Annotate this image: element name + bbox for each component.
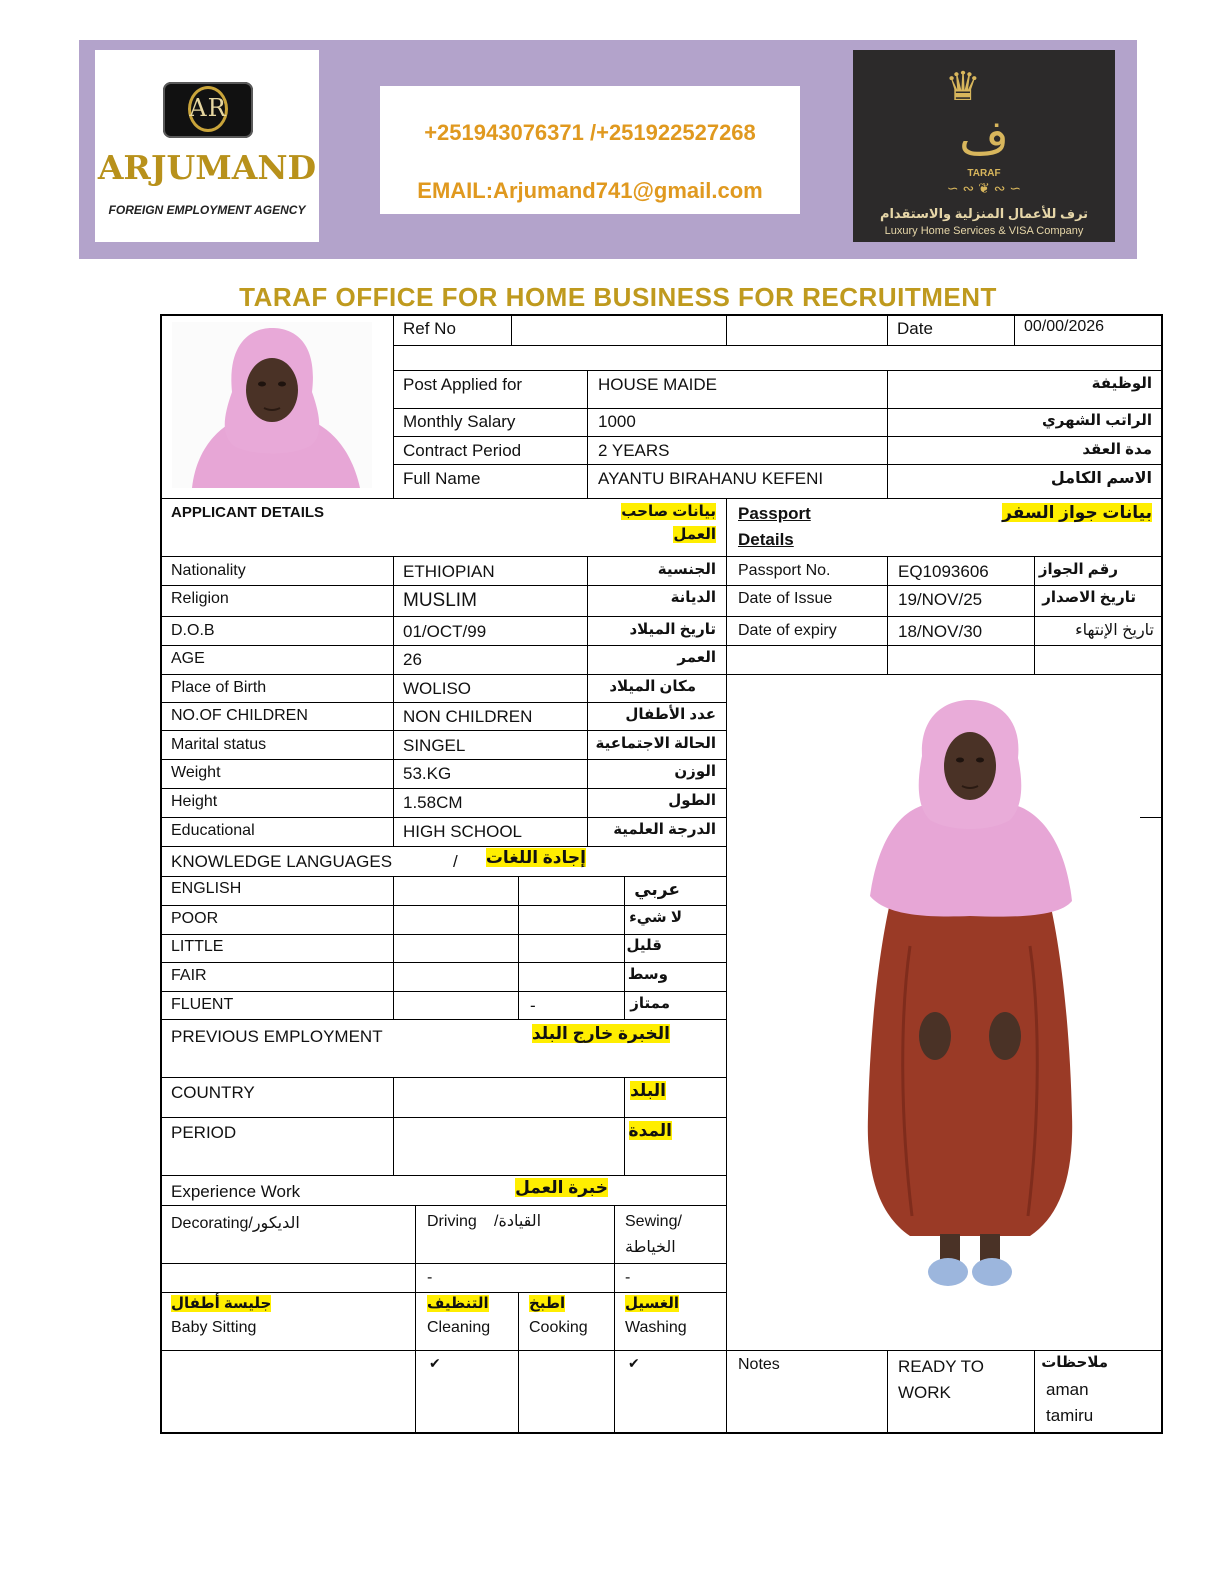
monogram-text: AR bbox=[189, 94, 227, 122]
driving-label: Driving bbox=[427, 1213, 477, 1230]
passport-no-value: EQ1093606 bbox=[898, 562, 989, 581]
expiry-date-label: Date of expiry bbox=[738, 622, 837, 639]
notes-value-1: READY TO bbox=[898, 1357, 984, 1376]
table-row-value: 1.58CM bbox=[403, 793, 463, 812]
table-row-ar: الديانة bbox=[670, 589, 716, 606]
country-label: COUNTRY bbox=[171, 1083, 255, 1102]
table-row-ar: الوزن bbox=[674, 763, 716, 780]
languages-heading: KNOWLEDGE LANGUAGES bbox=[171, 852, 393, 871]
expiry-date-ar: تاريخ الإنتهاء bbox=[1075, 622, 1154, 639]
employment-heading-ar: الخبرة خارج البلد bbox=[531, 1024, 670, 1043]
table-row-label: AGE bbox=[171, 650, 205, 667]
list-item: POOR bbox=[171, 910, 219, 927]
list-item-ar: قليل bbox=[626, 937, 662, 954]
agency-subtitle: FOREIGN EMPLOYMENT AGENCY bbox=[108, 203, 306, 217]
period-label: PERIOD bbox=[171, 1123, 237, 1142]
arjumand-logo bbox=[95, 50, 319, 242]
name-value: AYANTU BIRAHANU KEFENI bbox=[598, 469, 824, 488]
sewing-ar: الخياطة bbox=[625, 1239, 676, 1256]
issue-date-value: 19/NOV/25 bbox=[898, 590, 983, 609]
list-item: ENGLISH bbox=[171, 880, 242, 897]
table-row-value: ETHIOPIAN bbox=[403, 562, 495, 581]
ar-monogram-icon bbox=[163, 82, 253, 138]
skill-label: Cooking bbox=[529, 1319, 588, 1336]
table-row-value: 01/OCT/99 bbox=[403, 622, 487, 641]
applicant-heading-ar2: العمل bbox=[673, 526, 716, 543]
table-row-label: Religion bbox=[171, 590, 229, 607]
issue-date-label: Date of Issue bbox=[738, 590, 833, 607]
table-row-ar: عدد الأطفال bbox=[625, 706, 716, 723]
list-item: FAIR bbox=[171, 967, 207, 984]
signature-2: tamiru bbox=[1046, 1406, 1094, 1425]
table-row-ar: تاريخ الميلاد bbox=[629, 621, 716, 638]
partner-word: TARAF bbox=[967, 168, 1001, 179]
country-ar: البلد bbox=[630, 1081, 666, 1100]
date-value: 00/00/2026 bbox=[1024, 318, 1105, 335]
period-ar: المدة bbox=[628, 1121, 672, 1140]
table-row-value: HIGH SCHOOL bbox=[403, 822, 523, 841]
name-ar: الاسم الكامل bbox=[1050, 470, 1152, 487]
driving-ar: /القيادة bbox=[494, 1213, 542, 1230]
table-row-value: NON CHILDREN bbox=[403, 707, 533, 726]
signature-1: aman bbox=[1046, 1380, 1089, 1399]
table-row-ar: الجنسية bbox=[657, 561, 716, 578]
table-row-label: D.O.B bbox=[171, 622, 215, 639]
salary-label: Monthly Salary bbox=[403, 412, 516, 431]
table-row-label: Place of Birth bbox=[171, 679, 267, 696]
passport-heading-ar: بيانات جواز السفر bbox=[1002, 503, 1152, 522]
languages-slash: / bbox=[453, 852, 458, 871]
table-row-label: Educational bbox=[171, 822, 255, 839]
languages-heading-ar: إجادة اللغات bbox=[485, 848, 586, 867]
table-row-label: Marital status bbox=[171, 736, 267, 753]
skill-ar: اطبخ bbox=[529, 1295, 566, 1312]
washing-check-icon: ✔ bbox=[628, 1355, 640, 1371]
post-label: Post Applied for bbox=[403, 375, 523, 394]
date-label: Date bbox=[897, 319, 933, 338]
passport-no-label: Passport No. bbox=[738, 562, 831, 579]
experience-heading-ar: خبرة العمل bbox=[515, 1178, 608, 1197]
salary-ar: الراتب الشهري bbox=[1042, 412, 1152, 429]
table-row-value: 53.KG bbox=[403, 764, 452, 783]
table-row-ar: الطول bbox=[668, 792, 716, 809]
partner-english: Luxury Home Services & VISA Company bbox=[884, 225, 1084, 237]
table-row-ar: الدرجة العلمية bbox=[613, 821, 716, 838]
ref-no-label: Ref No bbox=[403, 319, 456, 338]
list-item-ar: ممتاز bbox=[630, 995, 670, 1012]
cleaning-check-icon: ✔ bbox=[429, 1355, 441, 1371]
applicant-headshot bbox=[172, 322, 372, 488]
notes-label: Notes bbox=[738, 1356, 780, 1373]
table-row-label: Weight bbox=[171, 764, 221, 781]
list-item-ar: وسط bbox=[627, 966, 668, 983]
applicant-heading-ar1: بيانات صاحب bbox=[621, 503, 716, 520]
crown-icon: ♛ bbox=[945, 65, 981, 109]
table-row-value: SINGEL bbox=[403, 736, 466, 755]
table-row-label: Height bbox=[171, 793, 218, 810]
passport-no-ar: رقم الجواز bbox=[1038, 561, 1118, 578]
list-item-ar: لا شيء bbox=[629, 909, 682, 926]
applicant-full-photo bbox=[840, 696, 1100, 1296]
dash-mark: - bbox=[625, 1269, 631, 1286]
table-row-ar: العمر bbox=[677, 649, 716, 666]
page-title: TARAF OFFICE FOR HOME BUSINESS FOR RECRUITMENT bbox=[239, 282, 997, 312]
contact-box bbox=[380, 86, 800, 214]
table-row-label: NO.OF CHILDREN bbox=[171, 707, 308, 724]
skill-label: Cleaning bbox=[427, 1319, 491, 1336]
skill-ar: جليسة أطفال bbox=[171, 1295, 272, 1312]
table-row-value: MUSLIM bbox=[403, 590, 477, 611]
list-item: LITTLE bbox=[171, 938, 224, 955]
expiry-date-value: 18/NOV/30 bbox=[898, 622, 983, 641]
table-row-ar: الحالة الاجتماعية bbox=[595, 735, 716, 752]
contract-value: 2 YEARS bbox=[598, 441, 670, 460]
applicant-heading: APPLICANT DETAILS bbox=[171, 504, 325, 521]
list-item-ar: عربي bbox=[634, 880, 680, 899]
post-ar: الوظيفة bbox=[1091, 375, 1152, 392]
skill-label: Washing bbox=[625, 1319, 687, 1336]
post-value: HOUSE MAIDE bbox=[598, 375, 718, 394]
decorating-label: Decorating/الديكور bbox=[171, 1215, 300, 1232]
passport-heading-2: Details bbox=[738, 530, 794, 549]
notes-ar: ملاحظات bbox=[1041, 1354, 1108, 1371]
taraf-logo bbox=[853, 50, 1115, 242]
table-row-value: WOLISO bbox=[403, 679, 472, 698]
experience-heading: Experience Work bbox=[171, 1182, 301, 1201]
contract-ar: مدة العقد bbox=[1082, 441, 1152, 458]
notes-value-2: WORK bbox=[898, 1383, 951, 1402]
list-item: FLUENT bbox=[171, 996, 234, 1013]
sewing-label: Sewing/ bbox=[625, 1213, 682, 1230]
issue-date-ar: تاريخ الاصدار bbox=[1042, 589, 1136, 606]
table-row-value: 26 bbox=[403, 650, 422, 669]
employment-heading: PREVIOUS EMPLOYMENT bbox=[171, 1027, 383, 1046]
phone-numbers: +251943076371 /+251922527268 bbox=[424, 120, 756, 145]
skill-ar: التنظيف bbox=[427, 1295, 489, 1312]
skill-ar: الغسيل bbox=[625, 1295, 680, 1312]
name-label: Full Name bbox=[403, 469, 481, 488]
passport-heading-1: Passport bbox=[738, 504, 811, 523]
fluent-mark: - bbox=[530, 996, 536, 1015]
dash-mark: - bbox=[427, 1269, 433, 1286]
skill-label: Baby Sitting bbox=[171, 1319, 257, 1336]
taraf-mark-icon: ﻑ bbox=[959, 110, 1009, 166]
salary-value: 1000 bbox=[598, 412, 636, 431]
partner-arabic: ترف للأعمال المنزلية والاستقدام bbox=[879, 206, 1089, 221]
ornament-icon: ∽ ∾ ❦ ∾ ∽ bbox=[946, 180, 1022, 196]
table-row-label: Nationality bbox=[171, 562, 246, 579]
table-row-ar: مكان الميلاد bbox=[609, 678, 696, 695]
agency-name: ARJUMAND bbox=[97, 148, 317, 187]
contract-label: Contract Period bbox=[403, 441, 522, 460]
email-address: EMAIL:Arjumand741@gmail.com bbox=[417, 178, 763, 203]
